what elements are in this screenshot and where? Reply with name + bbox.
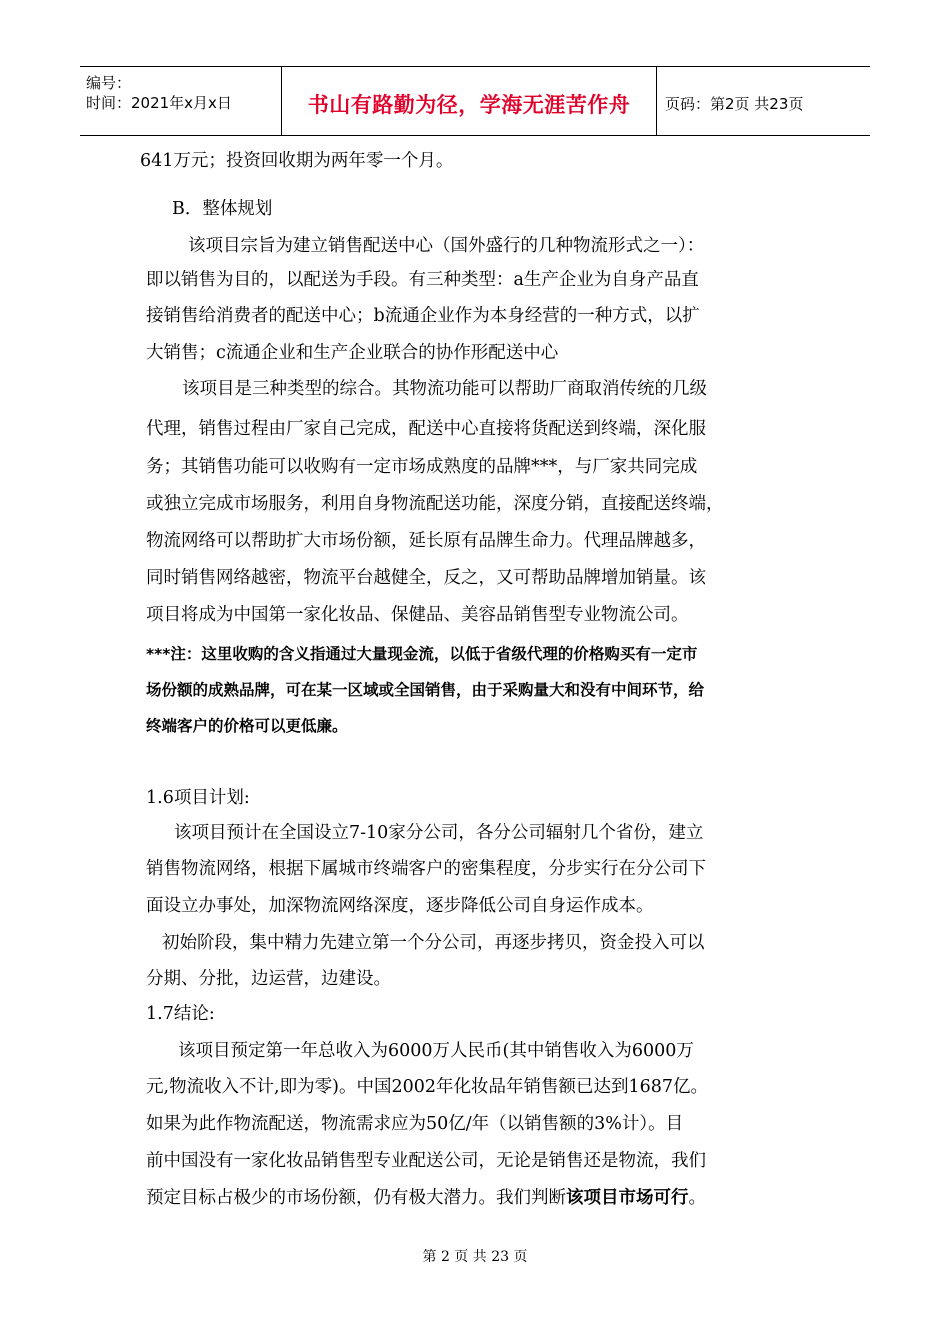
- body-line: 该项目预计在全国设立7-10家分公司，各分公司辐射几个省份，建立: [174, 823, 704, 843]
- header-page-info: 页码：第2页 共23页: [665, 94, 804, 113]
- body-line: 初始阶段，集中精力先建立第一个分公司，再逐步拷贝，资金投入可以: [162, 933, 705, 953]
- body-line: 销售物流网络，根据下属城市终端客户的密集程度，分步实行在分公司下: [146, 859, 706, 879]
- body-line: 如果为此作物流配送，物流需求应为50亿/年（以销售额的3%计）。目: [146, 1114, 684, 1134]
- conclusion-text: 预定目标占极少的市场份额，仍有极大潜力。我们判断: [146, 1188, 566, 1208]
- conclusion-period: 。: [688, 1188, 706, 1208]
- section-heading-b: B．整体规划: [172, 199, 273, 219]
- header-number-label: 编号：: [86, 74, 132, 92]
- body-line: 前中国没有一家化妆品销售型专业配送公司，无论是销售还是物流，我们: [146, 1151, 706, 1171]
- note-line: 场份额的成熟品牌，可在某一区域或全国销售，由于采购量大和没有中间环节，给: [146, 681, 705, 699]
- body-line: 项目将成为中国第一家化妆品、保健品、美容品销售型专业物流公司。: [146, 605, 689, 625]
- body-line: 该项目是三种类型的综合。其物流功能可以帮助厂商取消传统的几级: [182, 379, 707, 399]
- body-line: 同时销售网络越密，物流平台越健全，反之，又可帮助品牌增加销量。该: [146, 568, 706, 588]
- body-line: 该项目预定第一年总收入为6000万人民币(其中销售收入为6000万: [178, 1041, 694, 1061]
- body-line: 物流网络可以帮助扩大市场份额，延长原有品牌生命力。代理品牌越多，: [146, 531, 706, 551]
- body-line-conclusion: [146, 1187, 706, 1209]
- body-line: 代理，销售过程由厂家自己完成，配送中心直接将货配送到终端，深化服: [146, 419, 706, 439]
- body-line: 分期、分批，边运营，边建设。: [146, 969, 391, 989]
- header-meta: [80, 67, 282, 135]
- page-footer: 第 2 页 共 23 页: [422, 1249, 528, 1265]
- body-line: 该项目宗旨为建立销售配送中心（国外盛行的几种物流形式之一）：: [188, 236, 705, 256]
- section-heading-1-6: 1.6项目计划:: [146, 788, 250, 808]
- section-heading-1-7: 1.7结论:: [146, 1004, 215, 1024]
- note-line: ***注：这里收购的含义指通过大量现金流，以低于省级代理的价格购买有一定市: [146, 645, 698, 663]
- body-line: 或独立完成市场服务，利用自身物流配送功能，深度分销，直接配送终端，: [146, 494, 724, 514]
- body-line: 元,物流收入不计,即为零)。中国2002年化妆品年销售额已达到1687亿。: [146, 1077, 709, 1097]
- body-line: 接销售给消费者的配送中心；b流通企业作为本身经营的一种方式，以扩: [146, 306, 700, 326]
- body-line: 务；其销售功能可以收购有一定市场成熟度的品牌***，与厂家共同完成: [146, 457, 698, 477]
- body-line: 即以销售为目的，以配送为手段。有三种类型：a生产企业为自身产品直: [146, 270, 699, 290]
- body-line: 面设立办事处，加深物流网络深度，逐步降低公司自身运作成本。: [146, 896, 654, 916]
- body-line: 641万元；投资回收期为两年零一个月。: [140, 151, 454, 171]
- conclusion-emphasis: 该项目市场可行: [566, 1188, 689, 1208]
- header-motto: 书山有路勤为径，学海无涯苦作舟: [282, 67, 657, 135]
- header-date-label: 时间：2021年x月x日: [86, 94, 232, 112]
- note-line: 终端客户的价格可以更低廉。: [146, 717, 348, 735]
- page-header: [80, 66, 870, 136]
- body-line: 大销售；c流通企业和生产企业联合的协作形配送中心: [146, 343, 559, 363]
